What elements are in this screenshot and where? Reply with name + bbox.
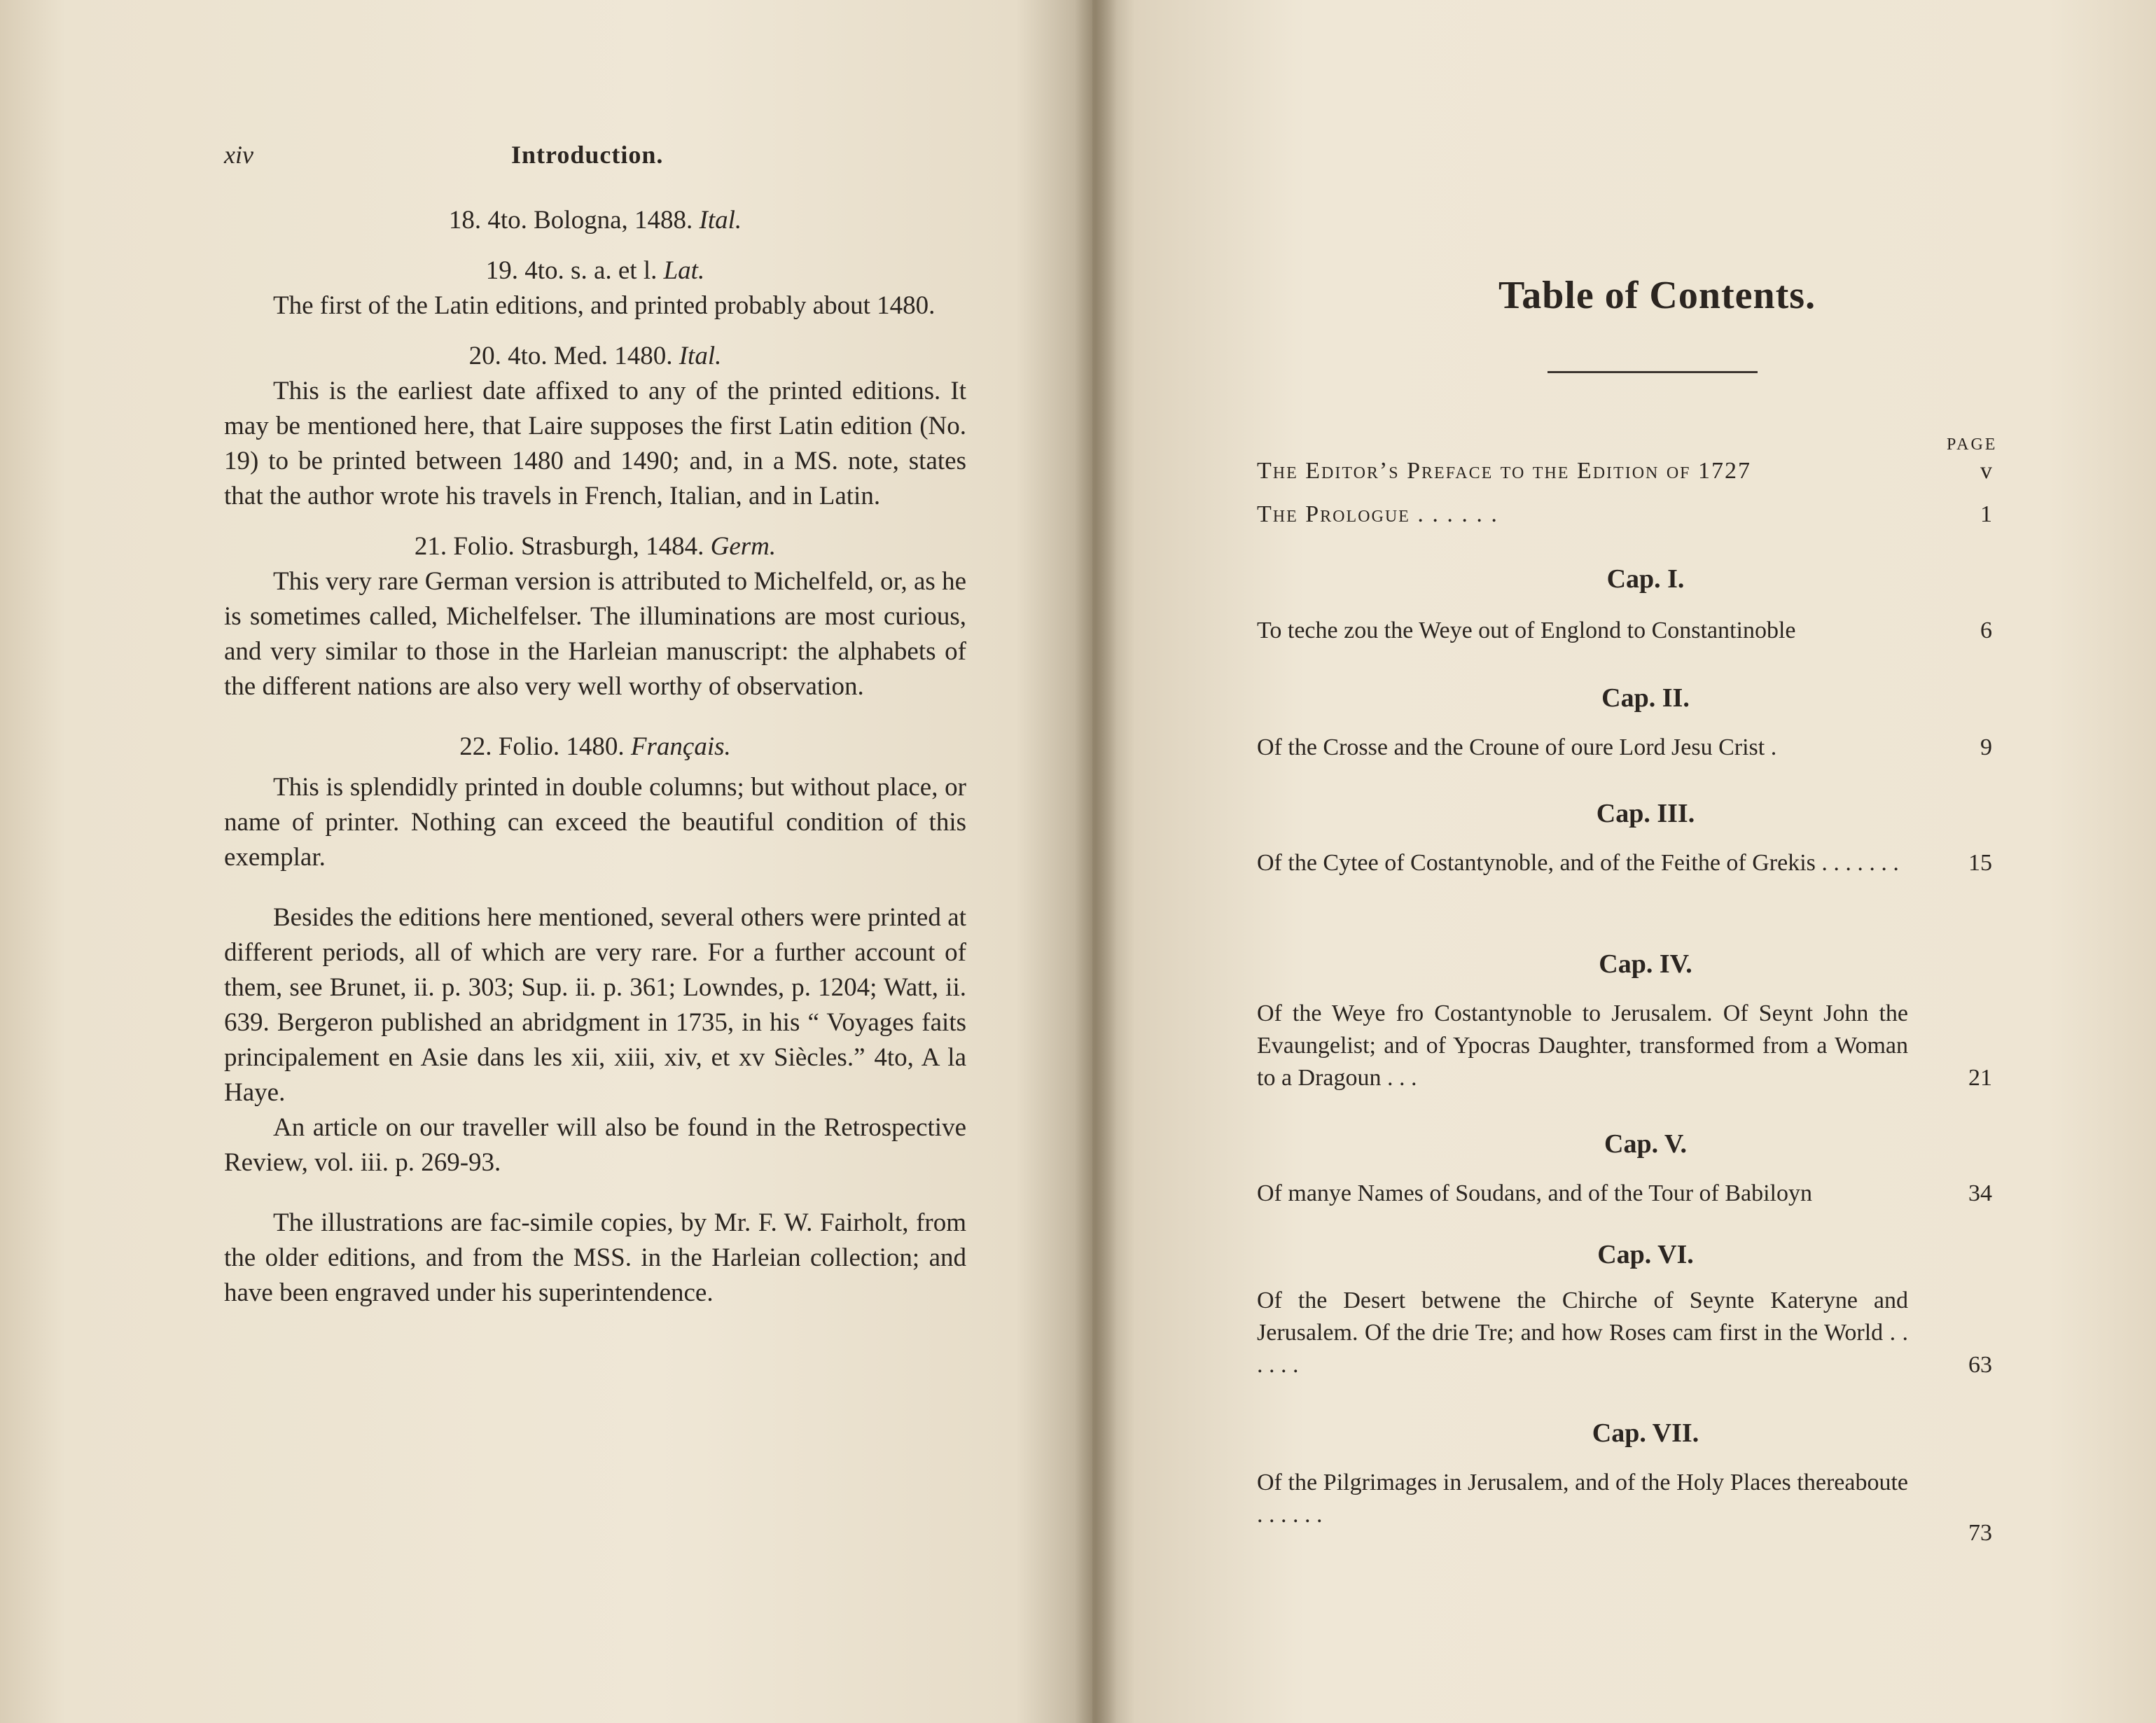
toc-row-cap-1[interactable] [1257, 615, 1992, 647]
besides-paragraph: Besides the editions here mentioned, several others were printed at different periods, all of which are very rare. For a further account of them, see Brunet, ii. p. 303; Sup. ii. p. 361; Lowndes, p. 1204; Watt, ii. 639. Bergeron published an abridgment in 1735, in his “ Voyages faits principalement en Asie dans les xii, xiii, xiv, et xv Siècles.” 4to, A la Haye. [224, 903, 966, 1107]
edition-20-text: This is the earliest date affixed to any of the printed editions. It may be mentioned here, that Laire supposes the first Latin edition (No. 19) to be printed between 1480 and 1490; and, in a MS. note, states that the author wrote his travels in French, Italian, and in Latin. [224, 377, 966, 510]
toc-row-preface[interactable] [1257, 455, 1992, 487]
toc-row-prologue[interactable] [1257, 498, 1992, 531]
toc-row-text: The Prologue . . . . . . [1257, 501, 1498, 527]
page-column-label: PAGE [1947, 435, 1998, 454]
edition-20-heading: 20. 4to. Med. 1480. Ital. [468, 342, 722, 370]
toc-row-cap-5[interactable] [1257, 1178, 1992, 1210]
running-head [224, 140, 973, 175]
illustrations-paragraph: The illustrations are fac-simile copies, by Mr. F. W. Fairholt, from the older editions, and from the MSS. in the Harleian collection; and have been engraved under his superintendence. [224, 1208, 966, 1307]
chapter-heading-1: Cap. I. [1606, 564, 1685, 594]
toc-row-page: v [1980, 458, 1992, 484]
edition-19-heading: 19. 4to. s. a. et l. Lat. [485, 256, 705, 285]
toc-row-page: 6 [1980, 618, 1992, 643]
toc-row-cap-4[interactable] [1257, 998, 1992, 1094]
edition-21-text: This very rare German version is attributed to Michelfeld, or, as he is sometimes called, Michelfelser. The illuminations are most curious, and very similar to those in the Harleian manuscript: the alphabets of the different nations are also very well worthy of observation. [224, 567, 967, 701]
edition-18-heading: 18. 4to. Bologna, 1488. Ital. [448, 206, 742, 235]
toc-row-page: 21 [1968, 1065, 1992, 1091]
left-text-column [224, 203, 966, 1311]
toc-row-page: 73 [1968, 1520, 1992, 1546]
toc-row-text: Of the Pilgrimages in Jerusalem, and of the Holy Places thereaboute . . . . . . [1257, 1470, 1908, 1528]
toc-row-text: Of the Cytee of Costantynoble, and of the Feithe of Grekis . . . . . . . [1257, 850, 1899, 876]
toc-row-page: 9 [1980, 734, 1992, 760]
toc-title: Table of Contents. [1498, 274, 1816, 317]
edition-19-text: The first of the Latin editions, and printed probably about 1480. [273, 291, 936, 320]
toc-row-cap-3[interactable] [1257, 847, 1992, 879]
article-paragraph: An article on our traveller will also be found in the Retrospective Review, vol. iii. p. 269-93. [224, 1113, 966, 1177]
toc-row-page: 34 [1968, 1180, 1992, 1206]
toc-row-page: 1 [1980, 501, 1992, 527]
toc-row-cap-7[interactable] [1257, 1467, 1992, 1546]
toc-row-text: Of manye Names of Soudans, and of the Tour of Babiloyn [1257, 1180, 1813, 1206]
book-gutter [1075, 0, 1117, 1723]
toc-row-text: The Editor’s Preface to the Edition of 1727 [1257, 458, 1752, 484]
chapter-heading-5: Cap. V. [1604, 1129, 1687, 1159]
edition-22-text: This is splendidly printed in double columns; but without place, or name of printer. Nothing can exceed the beautiful condition of this exemplar. [224, 773, 966, 872]
chapter-heading-6: Cap. VI. [1597, 1240, 1694, 1269]
chapter-heading-4: Cap. IV. [1599, 949, 1692, 979]
page-folio: xiv [224, 141, 253, 169]
toc-row-page: 63 [1968, 1352, 1992, 1378]
toc-row-text: Of the Desert betwene the Chirche of Seynte Kateryne and Jerusalem. Of the drie Tre; and how Roses cam first in the World . . . . . . [1257, 1288, 1908, 1378]
chapter-heading-7: Cap. VII. [1592, 1418, 1699, 1448]
chapter-heading-2: Cap. II. [1601, 683, 1690, 713]
edition-21-heading: 21. Folio. Strasburgh, 1484. Germ. [414, 532, 777, 561]
toc-row-text: To teche zou the Weye out of Englond to Constantinoble [1257, 618, 1796, 643]
title-rule [1548, 371, 1758, 373]
toc-row-cap-2[interactable] [1257, 732, 1992, 764]
toc-row-page: 15 [1968, 850, 1992, 876]
toc-row-text: Of the Crosse and the Croune of oure Lord Jesu Crist . [1257, 734, 1777, 760]
running-head-title: Introduction. [511, 141, 664, 169]
toc-row-cap-6[interactable] [1257, 1285, 1992, 1381]
chapter-heading-3: Cap. III. [1596, 799, 1695, 828]
edition-22-heading: 22. Folio. 1480. Français. [459, 732, 731, 761]
toc-row-text: Of the Weye fro Costantynoble to Jerusalem. Of Seynt John the Evaungelist; and of Ypocras Daughter, transformed from a Woman to a Dragoun . . . [1257, 1000, 1908, 1091]
